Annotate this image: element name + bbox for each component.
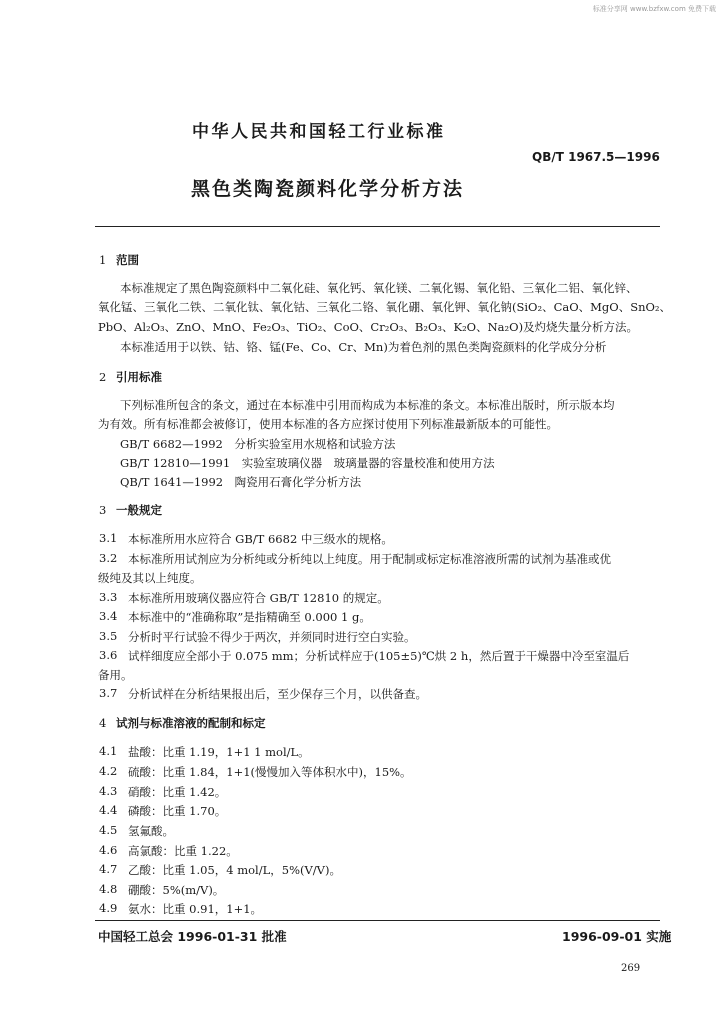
clause-text: 备用。 (98, 668, 133, 682)
reagent-text: 氨水：比重 0.91，1+1。 (128, 902, 263, 916)
section-1-line: 本标准规定了黑色陶瓷颜料中二氧化硅、氧化钙、氧化镁、二氧化锡、氧化铅、三氧化二铝、氧化锌、 (120, 281, 638, 295)
section-3-number: 3 (99, 503, 107, 517)
reagent-text: 高氯酸：比重 1.22。 (128, 844, 238, 858)
reagent-number: 4.6 (99, 843, 118, 857)
reagent-text: 硝酸：比重 1.42。 (128, 785, 227, 799)
reagent-number: 4.9 (99, 901, 118, 915)
reagent-number: 4.3 (99, 784, 118, 798)
section-3-title: 一般规定 (116, 503, 162, 517)
section-4-title: 试剂与标准溶液的配制和标定 (116, 716, 266, 730)
reference-item: QB/T 1641—1992 陶瓷用石膏化学分析方法 (120, 475, 362, 489)
clause-text: 本标准所用水应符合 GB/T 6682 中三级水的规格。 (128, 532, 393, 546)
clause-number: 3.4 (99, 609, 118, 623)
clause-text: 本标准所用玻璃仪器应符合 GB/T 12810 的规定。 (128, 591, 389, 605)
watermark: 标准分享网 www.bzfxw.com 免费下载 (592, 5, 716, 13)
reagent-number: 4.8 (99, 882, 118, 896)
clause-text: 级纯及其以上纯度。 (98, 571, 202, 585)
reagent-text: 硼酸：5%(m/V)。 (128, 883, 225, 897)
reference-item: GB/T 6682—1992 分析实验室用水规格和试验方法 (120, 437, 396, 451)
reagent-text: 硫酸：比重 1.84，1+1(慢慢加入等体积水中)，15%。 (128, 765, 412, 779)
reagent-text: 磷酸：比重 1.70。 (128, 804, 227, 818)
clause-text: 分析时平行试验不得少于两次，并须同时进行空白实验。 (128, 630, 416, 644)
section-1-number: 1 (99, 253, 107, 267)
reagent-number: 4.1 (99, 744, 118, 758)
section-1-title: 范围 (116, 253, 139, 267)
clause-number: 3.1 (99, 531, 118, 545)
footer-divider (95, 920, 660, 921)
clause-number: 3.6 (99, 648, 118, 662)
clause-text: 分析试样在分析结果报出后，至少保存三个月，以供备查。 (128, 687, 427, 701)
reagent-text: 氢氟酸。 (128, 824, 174, 838)
clause-text: 本标准中的“准确称取”是指精确至 0.000 1 g。 (128, 610, 371, 624)
reagent-number: 4.4 (99, 803, 118, 817)
reagent-number: 4.7 (99, 862, 118, 876)
clause-number: 3.7 (99, 686, 118, 700)
clause-text: 本标准所用试剂应为分析纯或分析纯以上纯度。用于配制或标定标准溶液所需的试剂为基准或优 (128, 552, 611, 566)
section-1-line: PbO、Al₂O₃、ZnO、MnO、Fe₂O₃、TiO₂、CoO、Cr₂O₃、B₂O₃、K₂O、Na₂O)及灼烧失量分析方法。 (98, 320, 639, 334)
document-title: 黑色类陶瓷颜料化学分析方法 (191, 178, 465, 200)
header-divider (95, 226, 660, 227)
approval-date: 中国轻工总会 1996-01-31 批准 (98, 929, 287, 944)
reagent-number: 4.2 (99, 764, 118, 778)
standard-title: 中华人民共和国轻工行业标准 (192, 122, 446, 142)
reagent-text: 盐酸：比重 1.19，1+1 1 mol/L。 (128, 745, 310, 759)
clause-number: 3.3 (99, 590, 118, 604)
clause-number: 3.5 (99, 629, 118, 643)
section-2-number: 2 (99, 370, 107, 384)
section-2-title: 引用标准 (116, 370, 162, 384)
section-2-line: 下列标准所包含的条文，通过在本标准中引用而构成为本标准的条文。本标准出版时，所示版本均 (120, 398, 615, 412)
reagent-text: 乙酸：比重 1.05，4 mol/L，5%(V/V)。 (128, 863, 341, 877)
standard-number: QB/T 1967.5—1996 (532, 150, 660, 164)
section-2-line: 为有效。所有标准都会被修订，使用本标准的各方应探讨使用下列标准最新版本的可能性。 (98, 417, 558, 431)
reagent-number: 4.5 (99, 823, 118, 837)
section-4-number: 4 (99, 716, 107, 730)
page-number: 269 (621, 963, 641, 974)
clause-number: 3.2 (99, 551, 118, 565)
section-1-line: 氧化锰、三氧化二铁、二氧化钛、氧化钴、三氧化二铬、氧化硼、氧化钾、氧化钠(SiO₂、CaO、MgO、SnO₂、 (98, 300, 672, 314)
implementation-date: 1996-09-01 实施 (562, 929, 672, 944)
section-1-line: 本标准适用于以铁、钴、铬、锰(Fe、Co、Cr、Mn)为着色剂的黑色类陶瓷颜料的化学成分分析 (120, 340, 607, 354)
clause-text: 试样细度应全部小于 0.075 mm；分析试样应于(105±5)℃烘 2 h，然后置于干燥器中冷至室温后 (128, 649, 630, 663)
reference-item: GB/T 12810—1991 实验室玻璃仪器 玻璃量器的容量校准和使用方法 (120, 456, 495, 470)
